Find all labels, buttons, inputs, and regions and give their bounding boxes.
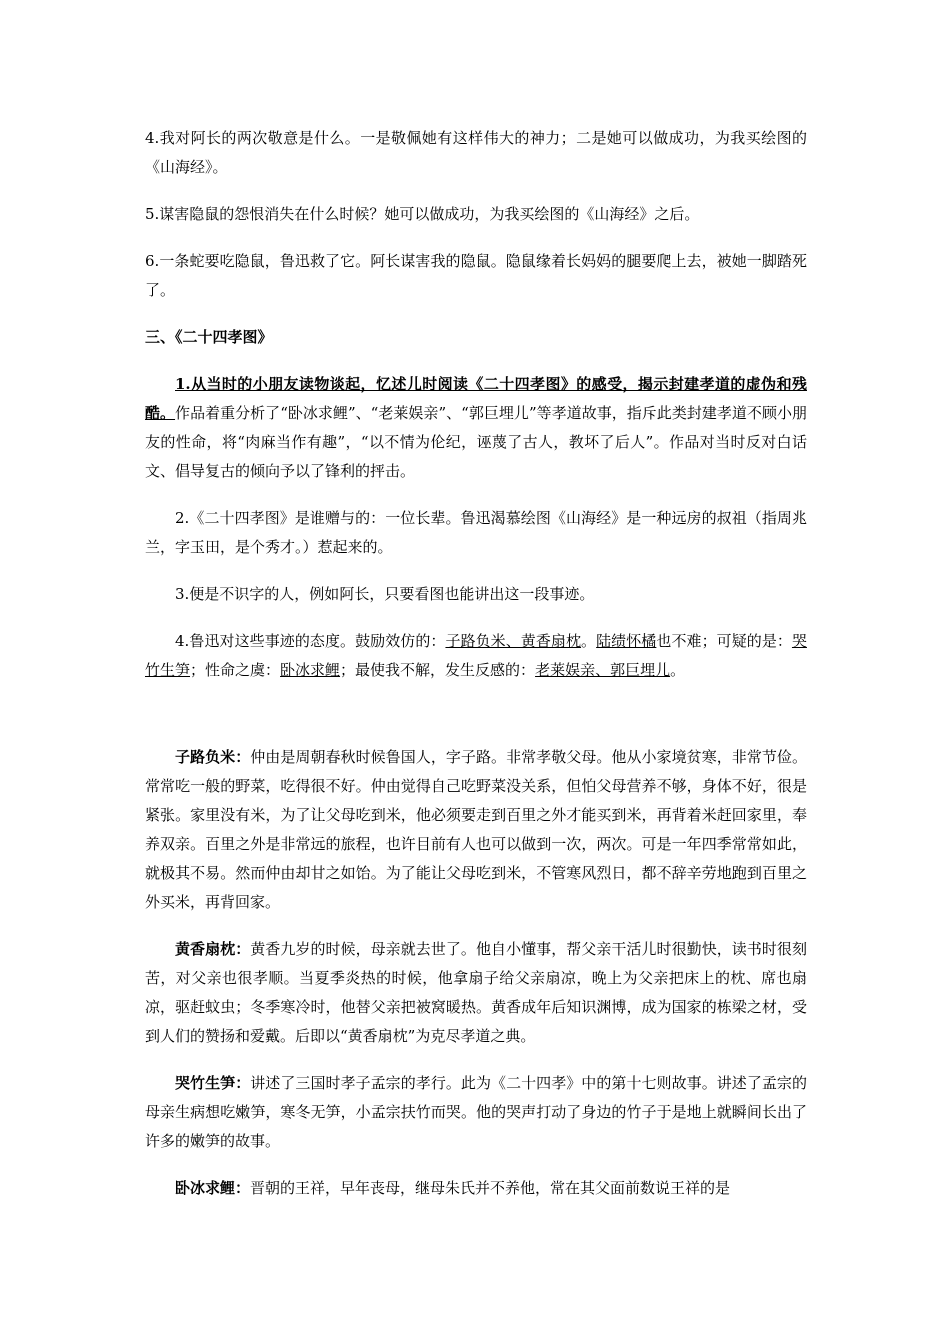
story-huangxiang	[145, 935, 807, 1051]
story-body: 仲由是周朝春秋时候鲁国人，字子路。非常孝敬父母。他从小家境贫寒，非常节俭。常常吃一般的野菜，吃得很不好。仲由觉得自己吃野菜没关系，但怕父母营养不够，身体不好，很是紧张。家里没有米，为了让父母吃到米，他必须要走到百里之外才能买到米，再背着米赶回家里，奉养双亲。百里之外是非常远的旅程，也许目前有人也可以做到一次，两次。可是一年四季常常如此，就极其不易。然而仲由却甘之如饴。为了能让父母吃到米，不管寒风烈日，都不辞辛劳地跑到百里之外买米，再背回家。	[145, 748, 807, 911]
section-paragraph-4	[145, 627, 807, 685]
summary-rest: 作品着重分析了“卧冰求鲤”、“老莱娱亲”、“郭巨埋儿”等孝道故事，指斥此类封建孝道不顾小朋友的性命，将“肉麻当作有趣”，“以不情为伦纪，诬蔑了古人，教坏了后人”。作品对当时反对白话文、倡导复古的倾向予以了锋利的抨击。	[145, 404, 807, 480]
document-content	[145, 124, 807, 1203]
blank-line	[145, 685, 807, 725]
p4-underline-1: 子路负米、黄香扇枕	[445, 632, 582, 650]
p4-text-6: 。	[670, 661, 686, 679]
story-title: 黄香扇枕：	[175, 940, 251, 958]
story-body: 讲述了三国时孝子孟宗的孝行。此为《二十四孝》中的第十七则故事。讲述了孟宗的母亲生病想吃嫩笋，寒冬无笋，小孟宗扶竹而哭。他的哭声打动了身边的竹子于是地上就瞬间长出了许多的嫩笋的故事。	[145, 1074, 807, 1150]
p4-underline-2: 陆绩怀橘	[596, 632, 657, 650]
story-body: 晋朝的王祥，早年丧母，继母朱氏并不养他，常在其父面前数说王祥的是	[250, 1179, 731, 1197]
story-title: 哭竹生笋：	[175, 1074, 251, 1092]
story-kuzhu	[145, 1069, 807, 1156]
item-5: 5.谋害隐鼠的怨恨消失在什么时候？她可以做成功，为我买绘图的《山海经》之后。	[145, 205, 700, 223]
p4-underline-3: 哭竹生笋	[145, 632, 807, 679]
p4-underline-5: 老莱娱亲、郭巨埋儿	[535, 661, 671, 679]
p4-underline-4: 卧冰求鲤	[280, 661, 341, 679]
item-4: 4.我对阿长的两次敬意是什么。一是敬佩她有这样伟大的神力；二是她可以做成功，为我买绘图的《山海经》。	[145, 129, 807, 176]
section-paragraph-1	[145, 370, 807, 486]
p4-text-4: ；性命之虞：	[190, 661, 281, 679]
p4-text-5: ；最使我不解，发生反感的：	[340, 661, 536, 679]
item-6: 6.一条蛇要吃隐鼠，鲁迅救了它。阿长谋害我的隐鼠。隐鼠缘着长妈妈的腿要爬上去，被她一脚踏死了。	[145, 252, 807, 299]
story-zilu	[145, 743, 807, 917]
story-title: 子路负米：	[175, 748, 251, 766]
p4-text-2: 。	[581, 632, 597, 650]
section-paragraph-3: 3.便是不识字的人，例如阿长，只要看图也能讲出这一段事迹。	[175, 585, 595, 603]
p4-text-1: 4.鲁迅对这些事迹的态度。鼓励效仿的：	[175, 632, 446, 650]
story-wobing	[145, 1174, 807, 1203]
story-body: 黄香九岁的时候，母亲就去世了。他自小懂事，帮父亲干活儿时很勤快，读书时很刻苦，对父亲也很孝顺。当夏季炎热的时候，他拿扇子给父亲扇凉，晚上为父亲把床上的枕、席也扇凉，驱赶蚊虫；冬季寒冷时，他替父亲把被窝暖热。黄香成年后知识渊博，成为国家的栋梁之材，受到人们的赞扬和爱戴。后即以“黄香扇枕”为克尽孝道之典。	[145, 940, 807, 1045]
p4-text-3: 也不难；可疑的是：	[656, 632, 792, 650]
section-paragraph-2: 2.《二十四孝图》是谁赠与的：一位长辈。鲁迅渴慕绘图《山海经》是一种远房的叔祖（指周兆兰，字玉田，是个秀才。）惹起来的。	[145, 509, 807, 556]
story-title: 卧冰求鲤：	[175, 1179, 251, 1197]
summary-highlight: 1.从当时的小朋友读物谈起，忆述儿时阅读《二十四孝图》的感受，揭示封建孝道的虚伪和残酷。	[145, 375, 807, 422]
section-heading: 三、《二十四孝图》	[145, 328, 273, 346]
